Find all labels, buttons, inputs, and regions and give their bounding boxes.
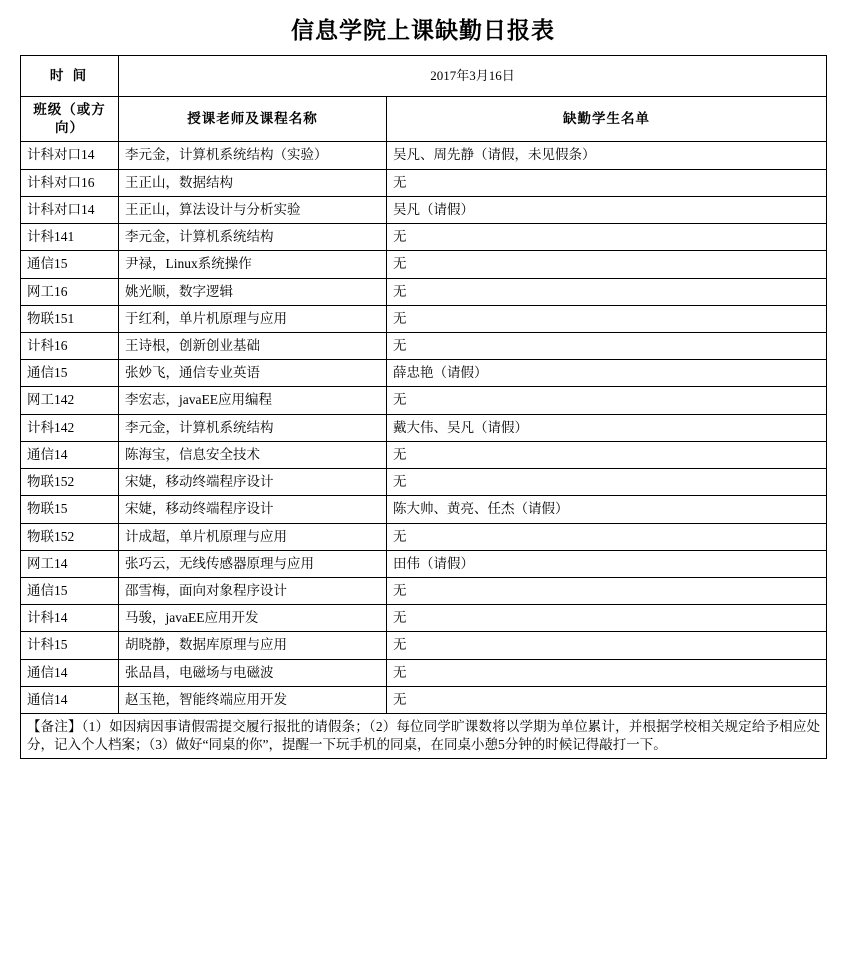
cell-absent: 无 [387, 224, 827, 251]
cell-absent: 无 [387, 632, 827, 659]
cell-teacher-course: 李元金，计算机系统结构 [119, 414, 387, 441]
cell-teacher-course: 赵玉艳，智能终端应用开发 [119, 686, 387, 713]
table-row [21, 142, 827, 169]
cell-class: 计科16 [21, 332, 119, 359]
table-row [21, 550, 827, 577]
note-text: 【备注】（1）如因病因事请假需提交履行报批的请假条；（2）每位同学旷课数将以学期为单位累计，并根据学校相关规定给予相应处分，记入个人档案；（3）做好“同桌的你”，提醒一下玩手机的同桌，在同桌小憩5分钟的时候记得敲打一下。 [21, 714, 827, 759]
cell-teacher-course: 张巧云，无线传感器原理与应用 [119, 550, 387, 577]
cell-class: 网工14 [21, 550, 119, 577]
cell-class: 计科14 [21, 605, 119, 632]
cell-class: 网工16 [21, 278, 119, 305]
table-row [21, 686, 827, 713]
cell-teacher-course: 于红利，单片机原理与应用 [119, 305, 387, 332]
cell-class: 通信14 [21, 441, 119, 468]
table-row [21, 523, 827, 550]
cell-absent: 无 [387, 605, 827, 632]
cell-class: 计科对口16 [21, 169, 119, 196]
cell-class: 通信15 [21, 360, 119, 387]
table-row [21, 224, 827, 251]
cell-class: 计科对口14 [21, 196, 119, 223]
cell-teacher-course: 王正山，数据结构 [119, 169, 387, 196]
header-row [21, 97, 827, 142]
cell-absent: 田伟（请假） [387, 550, 827, 577]
cell-class: 通信15 [21, 577, 119, 604]
cell-absent: 无 [387, 441, 827, 468]
cell-class: 物联152 [21, 469, 119, 496]
table-row [21, 469, 827, 496]
cell-absent: 无 [387, 686, 827, 713]
attendance-report-table [20, 55, 827, 759]
cell-absent: 无 [387, 169, 827, 196]
table-row [21, 632, 827, 659]
table-row [21, 659, 827, 686]
cell-absent: 陈大帅、黄亮、任杰（请假） [387, 496, 827, 523]
cell-teacher-course: 李宏志，javaEE应用编程 [119, 387, 387, 414]
header-teacher-course: 授课老师及课程名称 [119, 97, 387, 142]
cell-absent: 薛忠艳（请假） [387, 360, 827, 387]
cell-absent: 无 [387, 305, 827, 332]
date-row [21, 56, 827, 97]
cell-absent: 无 [387, 278, 827, 305]
cell-teacher-course: 陈海宝，信息安全技术 [119, 441, 387, 468]
cell-absent: 戴大伟、吴凡（请假） [387, 414, 827, 441]
table-row [21, 387, 827, 414]
table-row [21, 332, 827, 359]
cell-teacher-course: 马骏，javaEE应用开发 [119, 605, 387, 632]
table-row [21, 441, 827, 468]
table-body [21, 56, 827, 759]
cell-absent: 无 [387, 251, 827, 278]
cell-absent: 无 [387, 332, 827, 359]
cell-class: 物联152 [21, 523, 119, 550]
table-row [21, 251, 827, 278]
cell-teacher-course: 李元金，计算机系统结构（实验） [119, 142, 387, 169]
report-page [0, 12, 846, 759]
cell-teacher-course: 宋婕，移动终端程序设计 [119, 469, 387, 496]
cell-absent: 吴凡、周先静（请假，未见假条） [387, 142, 827, 169]
cell-absent: 无 [387, 659, 827, 686]
table-row [21, 169, 827, 196]
cell-class: 计科对口14 [21, 142, 119, 169]
cell-class: 计科15 [21, 632, 119, 659]
note-row [21, 714, 827, 759]
cell-teacher-course: 王正山，算法设计与分析实验 [119, 196, 387, 223]
cell-absent: 吴凡（请假） [387, 196, 827, 223]
cell-class: 计科141 [21, 224, 119, 251]
cell-teacher-course: 张妙飞，通信专业英语 [119, 360, 387, 387]
cell-teacher-course: 尹禄，Linux系统操作 [119, 251, 387, 278]
cell-class: 通信14 [21, 686, 119, 713]
table-row [21, 196, 827, 223]
cell-absent: 无 [387, 523, 827, 550]
date-label: 时 间 [21, 56, 119, 97]
table-row [21, 605, 827, 632]
table-row [21, 278, 827, 305]
header-class: 班级（或方向） [21, 97, 119, 142]
cell-teacher-course: 张品昌，电磁场与电磁波 [119, 659, 387, 686]
date-value: 2017年3月16日 [119, 56, 827, 97]
cell-class: 计科142 [21, 414, 119, 441]
cell-class: 网工142 [21, 387, 119, 414]
cell-teacher-course: 王诗根，创新创业基础 [119, 332, 387, 359]
cell-absent: 无 [387, 387, 827, 414]
table-row [21, 577, 827, 604]
cell-teacher-course: 姚光顺，数字逻辑 [119, 278, 387, 305]
cell-teacher-course: 李元金，计算机系统结构 [119, 224, 387, 251]
cell-class: 通信14 [21, 659, 119, 686]
cell-absent: 无 [387, 469, 827, 496]
cell-teacher-course: 邵雪梅，面向对象程序设计 [119, 577, 387, 604]
table-row [21, 360, 827, 387]
cell-class: 物联151 [21, 305, 119, 332]
table-row [21, 414, 827, 441]
cell-class: 通信15 [21, 251, 119, 278]
page-title: 信息学院上课缺勤日报表 [291, 18, 555, 43]
cell-teacher-course: 宋婕，移动终端程序设计 [119, 496, 387, 523]
cell-teacher-course: 胡晓静，数据库原理与应用 [119, 632, 387, 659]
cell-absent: 无 [387, 577, 827, 604]
table-row [21, 305, 827, 332]
header-absent-list: 缺勤学生名单 [387, 97, 827, 142]
table-row [21, 496, 827, 523]
cell-class: 物联15 [21, 496, 119, 523]
cell-teacher-course: 计成超，单片机原理与应用 [119, 523, 387, 550]
